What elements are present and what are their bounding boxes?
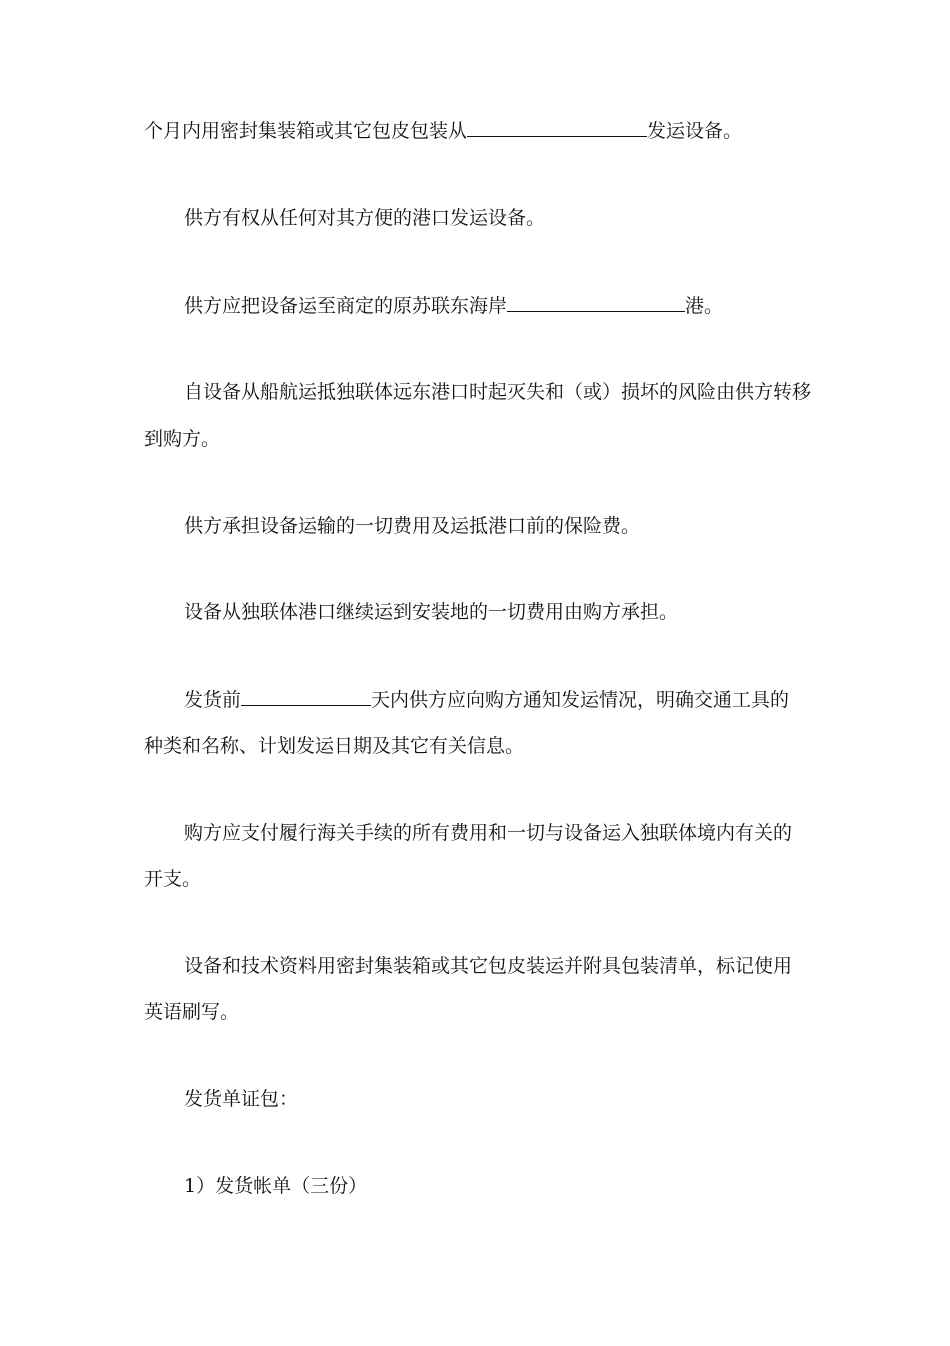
paragraph-10-text: 发货单证包：: [184, 1088, 299, 1110]
paragraph-8-text-1: 购方应支付履行海关手续的所有费用和一切与设备运入独联体境内有关的: [184, 822, 793, 844]
paragraph-1-text-after-blank: 发运设备。: [647, 120, 743, 142]
paragraph-3-line-1: [184, 293, 814, 318]
paragraph-4-text-2: 到购方。: [144, 428, 221, 450]
paragraph-4-line-1: [184, 380, 814, 404]
paragraph-2-line-1: [184, 206, 814, 230]
paragraph-9-line-2: [144, 1000, 814, 1024]
paragraph-3-text-after-blank: 港。: [685, 295, 724, 317]
paragraph-7-text-before-blank: 发货前: [184, 689, 242, 711]
paragraph-6-line-1: [184, 600, 814, 624]
paragraph-6-text: 设备从独联体港口继续运到安装地的一切费用由购方承担。: [184, 601, 679, 623]
paragraph-2-text: 供方有权从任何对其方便的港口发运设备。: [184, 207, 546, 229]
paragraph-7-line-1: [184, 687, 814, 712]
paragraph-9-text-1: 设备和技术资料用密封集装箱或其它包皮装运并附具包装清单，标记使用: [184, 955, 793, 977]
fill-in-blank-origin-port: [467, 118, 647, 137]
paragraph-11-line-1: [184, 1174, 814, 1198]
list-item-shipping-invoice: 1）发货帐单（三份）: [184, 1175, 368, 1197]
paragraph-9-text-2: 英语刷写。: [144, 1001, 240, 1023]
paragraph-8-line-2: [144, 867, 814, 891]
paragraph-5-line-1: [184, 514, 814, 538]
paragraph-7-line-2: [144, 734, 814, 758]
paragraph-3-text-before-blank: 供方应把设备运至商定的原苏联东海岸: [184, 295, 508, 317]
fill-in-blank-notice-days: [241, 687, 371, 706]
paragraph-8-line-1: [184, 821, 814, 845]
paragraph-7-text-after-blank: 天内供方应向购方通知发运情况，明确交通工具的: [371, 689, 790, 711]
paragraph-1-line-1: [144, 118, 814, 143]
paragraph-7-text-2: 种类和名称、计划发运日期及其它有关信息。: [144, 735, 525, 757]
paragraph-4-line-2: [144, 427, 814, 451]
fill-in-blank-destination-port: [507, 293, 685, 312]
paragraph-1-text-before-blank: 个月内用密封集装箱或其它包皮包装从: [144, 120, 468, 142]
paragraph-10-line-1: [184, 1087, 814, 1111]
paragraph-4-text-1: 自设备从船航运抵独联体远东港口时起灭失和（或）损坏的风险由供方转移: [184, 381, 812, 403]
paragraph-9-line-1: [184, 954, 814, 978]
paragraph-8-text-2: 开支。: [144, 868, 202, 890]
paragraph-5-text: 供方承担设备运输的一切费用及运抵港口前的保险费。: [184, 515, 641, 537]
